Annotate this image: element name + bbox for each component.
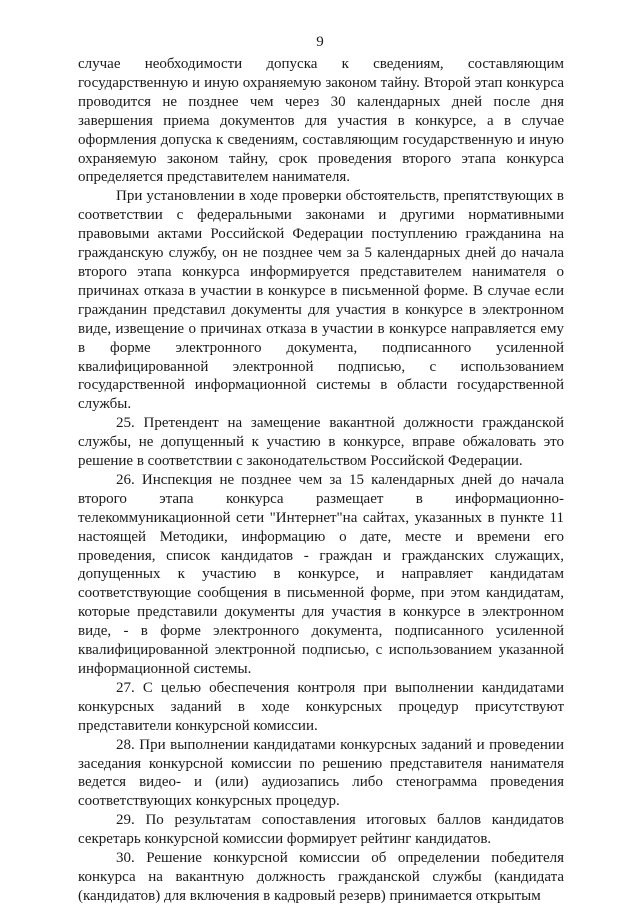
paragraph-28: 28. При выполнении кандидатами конкурсных заданий и проведении заседания конкурсной комиссии по решению представителя нанимателя ведется видео- и (или) аудиозапись либо стенограмма проведения соответствующих конкурсных процедур. bbox=[78, 736, 564, 810]
paragraph-circumstances: При установлении в ходе проверки обстоятельств, препятствующих в соответствии с федеральными законами и другими нормативными правовыми актами Российской Федерации поступлению гражданина на гражданскую службу, он не позднее чем за 5 календарных дней до начала второго этапа конкурса информируется представителем нанимателя о причинах отказа в участии в конкурсе в письменной форме. В случае если гражданин представил документы для участия в конкурсе в электронном виде, извещение о причинах отказа в участии в конкурсе направляется ему в форме электронного документа, подписанного усиленной квалифицированной электронной подписью, с использованием государственной информационной системы в области государственной службы. bbox=[78, 188, 564, 413]
paragraph-25: 25. Претендент на замещение вакантной должности гражданской службы, не допущенный к участию в конкурсе, вправе обжаловать это решение в соответствии с законодательством Российской Федерации. bbox=[78, 415, 564, 470]
paragraph-27: 27. С целью обеспечения контроля при выполнении кандидатами конкурсных заданий в ходе конкурсных процедур присутствуют представители конкурсной комиссии. bbox=[78, 679, 564, 734]
document-body bbox=[78, 55, 564, 906]
paragraph-continuation: случае необходимости допуска к сведениям, составляющим государственную и иную охраняемую законом тайну. Второй этап конкурса проводится не позднее чем через 30 календарных дней после дня завершения приема документов для участия в конкурсе, а в случае оформления допуска к сведениям, составляющим государственную и иную охраняемую законом тайну, срок проведения второго этапа конкурса определяется представителем нанимателя. bbox=[78, 56, 564, 186]
paragraph-30: 30. Решение конкурсной комиссии об определении победителя конкурса на вакантную должность гражданской службы (кандидата (кандидатов) для включения в кадровый резерв) принимается открытым bbox=[78, 850, 564, 904]
paragraph-29: 29. По результатам сопоставления итоговых баллов кандидатов секретарь конкурсной комиссии формирует рейтинг кандидатов. bbox=[78, 812, 564, 848]
paragraph-26: 26. Инспекция не позднее чем за 15 календарных дней до начала второго этапа конкурса размещает в информационно-телекоммуникационной сети "Интернет"на сайтах, указанных в пункте 11 настоящей Методики, информацию о дате, месте и времени его проведения, список кандидатов - граждан и гражданских служащих, допущенных к участию в конкурсе, и направляет кандидатам соответствующие сообщения в письменной форме, при этом кандидатам, которые представили документы для участия в конкурсе в электронном виде, - в форме электронного документа, подписанного усиленной квалифицированной электронной подписью, с использованием указанной информационной системы. bbox=[78, 471, 564, 677]
page-number: 9 bbox=[316, 34, 324, 50]
